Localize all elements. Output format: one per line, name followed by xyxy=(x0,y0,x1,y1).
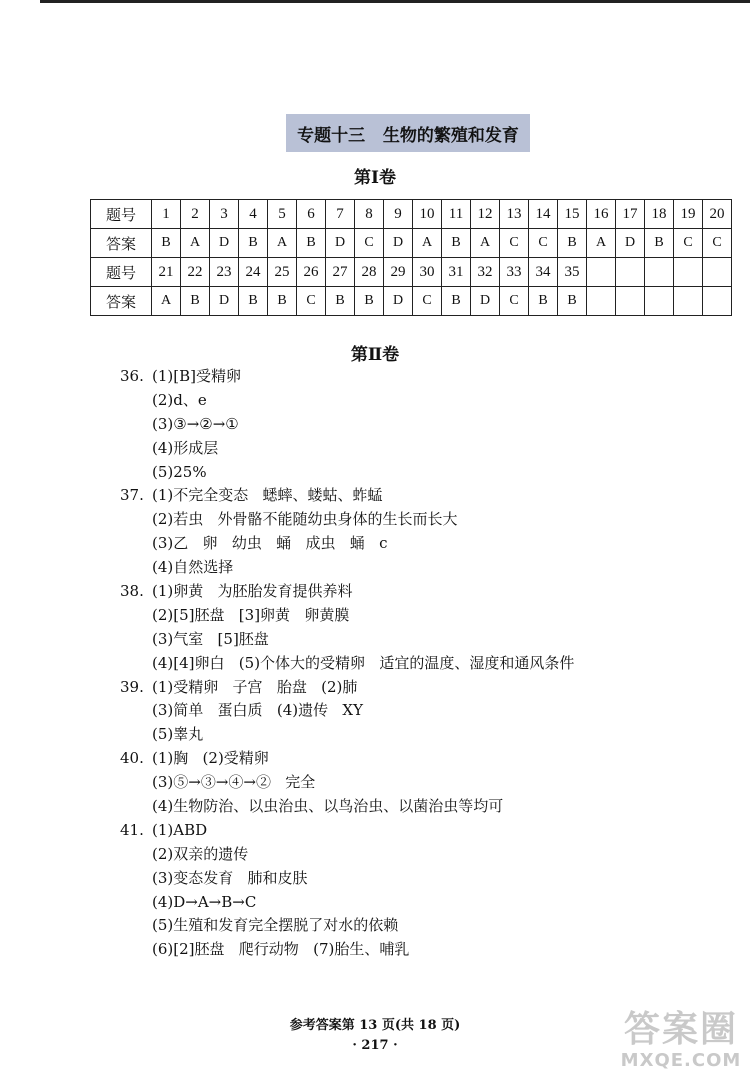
answer-text: (3)气室 [5]胚盘 xyxy=(152,629,269,648)
table-cell: 27 xyxy=(326,258,355,287)
page-footer-reference: 参考答案第 13 页(共 18 页) xyxy=(289,1018,461,1033)
answer-text: (3)③→②→① xyxy=(152,414,239,433)
answer-line xyxy=(120,437,574,461)
table-cell: 2 xyxy=(181,200,210,229)
answer-text: (2)[5]胚盘 [3]卵黄 卵黄膜 xyxy=(152,605,350,624)
answer-text: (1)卵黄 为胚胎发育提供养料 xyxy=(152,582,353,601)
table-cell: B xyxy=(239,287,268,316)
answer-line xyxy=(120,580,574,604)
top-border-line xyxy=(40,0,750,3)
answer-text: (5)25% xyxy=(152,462,207,481)
answer-line xyxy=(120,365,574,389)
table-cell: B xyxy=(645,229,674,258)
section-1-heading: 第Ⅰ卷 xyxy=(354,168,396,188)
table-row-label: 答案 xyxy=(91,229,152,258)
watermark-logo xyxy=(618,1010,744,1076)
table-cell: 18 xyxy=(645,200,674,229)
table-cell xyxy=(674,258,703,287)
answer-line xyxy=(120,771,574,795)
table-cell: A xyxy=(268,229,297,258)
table-answer-row xyxy=(91,287,732,316)
answer-line xyxy=(120,604,574,628)
answer-table xyxy=(90,199,732,316)
table-cell xyxy=(587,258,616,287)
table-cell: A xyxy=(587,229,616,258)
table-cell: D xyxy=(471,287,500,316)
answer-text: (4)形成层 xyxy=(152,438,219,457)
table-cell: 9 xyxy=(384,200,413,229)
table-cell: 29 xyxy=(384,258,413,287)
table-cell: A xyxy=(152,287,181,316)
table-cell: 14 xyxy=(529,200,558,229)
answer-text: (4)D→A→B→C xyxy=(152,892,257,911)
table-cell: 3 xyxy=(210,200,239,229)
table-cell: 19 xyxy=(674,200,703,229)
question-number: 40. xyxy=(120,749,144,768)
answer-text: (1)不完全变态 蟋蟀、蝼蛄、蚱蜢 xyxy=(152,486,383,505)
table-cell xyxy=(645,258,674,287)
answer-line xyxy=(120,484,574,508)
answer-line xyxy=(120,389,574,413)
answer-line xyxy=(120,652,574,676)
table-cell xyxy=(703,287,732,316)
table-cell: B xyxy=(442,229,471,258)
table-cell: 11 xyxy=(442,200,471,229)
table-cell xyxy=(645,287,674,316)
table-cell: A xyxy=(471,229,500,258)
section-2-heading: 第Ⅱ卷 xyxy=(350,345,400,365)
answer-text: (4)生物防治、以虫治虫、以鸟治虫、以菌治虫等均可 xyxy=(152,797,504,816)
table-cell: C xyxy=(500,287,529,316)
table-cell: 32 xyxy=(471,258,500,287)
answers-list xyxy=(120,365,574,962)
answer-text: (6)[2]胚盘 爬行动物 (7)胎生、哺乳 xyxy=(152,940,410,959)
table-cell: 31 xyxy=(442,258,471,287)
table-cell: 35 xyxy=(558,258,587,287)
answer-text: (1)胸 (2)受精卵 xyxy=(152,749,269,768)
question-number: 38. xyxy=(120,582,144,601)
answer-text: (1)ABD xyxy=(152,820,208,839)
answer-line xyxy=(120,867,574,891)
table-cell: 25 xyxy=(268,258,297,287)
table-cell: B xyxy=(355,287,384,316)
answer-line xyxy=(120,508,574,532)
table-cell: 8 xyxy=(355,200,384,229)
answer-text: (2)若虫 外骨骼不能随幼虫身体的生长而长大 xyxy=(152,510,458,529)
table-row-label: 答案 xyxy=(91,287,152,316)
table-cell: B xyxy=(268,287,297,316)
table-cell: C xyxy=(355,229,384,258)
table-cell: 5 xyxy=(268,200,297,229)
table-cell: B xyxy=(152,229,181,258)
table-row-label: 题号 xyxy=(91,258,152,287)
table-cell: B xyxy=(558,229,587,258)
answer-text: (3)乙 卵 幼虫 蛹 成虫 蛹 c xyxy=(152,534,388,553)
answer-line xyxy=(120,461,574,485)
table-cell: C xyxy=(703,229,732,258)
table-cell: 12 xyxy=(471,200,500,229)
answer-text: (3)简单 蛋白质 (4)遗传 XY xyxy=(152,701,363,720)
table-cell: D xyxy=(384,229,413,258)
answer-line xyxy=(120,938,574,962)
table-cell: 22 xyxy=(181,258,210,287)
table-cell: C xyxy=(529,229,558,258)
table-cell: 6 xyxy=(297,200,326,229)
table-cell: A xyxy=(181,229,210,258)
table-cell: B xyxy=(558,287,587,316)
table-cell: 20 xyxy=(703,200,732,229)
table-cell xyxy=(616,287,645,316)
table-cell xyxy=(616,258,645,287)
answer-text: (1)受精卵 子宫 胎盘 (2)肺 xyxy=(152,677,358,696)
table-cell: 30 xyxy=(413,258,442,287)
table-cell: B xyxy=(442,287,471,316)
answer-line xyxy=(120,819,574,843)
page-number: · 217 · xyxy=(352,1038,398,1053)
answer-text: (1)[B]受精卵 xyxy=(152,367,241,385)
topic-title: 专题十三 生物的繁殖和发育 xyxy=(286,114,530,152)
table-cell: 23 xyxy=(210,258,239,287)
answer-line xyxy=(120,723,574,747)
table-cell: D xyxy=(210,287,239,316)
answer-line xyxy=(120,795,574,819)
table-cell: 28 xyxy=(355,258,384,287)
table-cell: 24 xyxy=(239,258,268,287)
table-cell: C xyxy=(297,287,326,316)
question-number: 39. xyxy=(120,677,144,696)
answer-text: (3)变态发育 肺和皮肤 xyxy=(152,868,308,887)
answer-text: (3)⑤→③→④→② 完全 xyxy=(152,773,316,792)
answer-line xyxy=(120,914,574,938)
table-cell: B xyxy=(529,287,558,316)
answer-text: (4)[4]卵白 (5)个体大的受精卵 适宜的温度、湿度和通风条件 xyxy=(152,653,575,672)
table-cell: B xyxy=(326,287,355,316)
answer-line xyxy=(120,843,574,867)
table-cell xyxy=(587,287,616,316)
table-cell: D xyxy=(384,287,413,316)
table-cell: 16 xyxy=(587,200,616,229)
table-cell: C xyxy=(413,287,442,316)
table-cell: B xyxy=(239,229,268,258)
table-cell xyxy=(703,258,732,287)
answer-line xyxy=(120,628,574,652)
answer-line xyxy=(120,747,574,771)
watermark-url: MXQE.COM xyxy=(620,1050,742,1071)
table-cell: D xyxy=(326,229,355,258)
table-cell: 33 xyxy=(500,258,529,287)
answer-line xyxy=(120,676,574,700)
question-number: 41. xyxy=(120,820,144,839)
table-cell: D xyxy=(210,229,239,258)
watermark-text: 答案圈 xyxy=(623,1009,738,1050)
answer-line xyxy=(120,699,574,723)
table-cell: 10 xyxy=(413,200,442,229)
table-cell: 17 xyxy=(616,200,645,229)
question-number: 37. xyxy=(120,486,144,505)
table-cell: 34 xyxy=(529,258,558,287)
answer-text: (5)睾丸 xyxy=(152,725,204,744)
answer-text: (5)生殖和发育完全摆脱了对水的依赖 xyxy=(152,916,399,935)
answer-text: (4)自然选择 xyxy=(152,558,234,577)
answer-text: (2)d、e xyxy=(152,390,207,409)
answer-line xyxy=(120,532,574,556)
table-cell: 21 xyxy=(152,258,181,287)
table-row-label: 题号 xyxy=(91,200,152,229)
question-number: 36. xyxy=(120,367,144,385)
table-cell: D xyxy=(616,229,645,258)
answer-line xyxy=(120,556,574,580)
answer-text: (2)双亲的遗传 xyxy=(152,844,249,863)
table-cell: 13 xyxy=(500,200,529,229)
answer-line xyxy=(120,413,574,437)
table-number-row xyxy=(91,258,732,287)
table-cell: C xyxy=(674,229,703,258)
table-cell xyxy=(674,287,703,316)
answer-line xyxy=(120,891,574,915)
table-cell: 26 xyxy=(297,258,326,287)
table-cell: C xyxy=(500,229,529,258)
table-cell: 1 xyxy=(152,200,181,229)
table-answer-row xyxy=(91,229,732,258)
table-cell: 15 xyxy=(558,200,587,229)
table-cell: 7 xyxy=(326,200,355,229)
table-cell: 4 xyxy=(239,200,268,229)
table-cell: B xyxy=(297,229,326,258)
table-number-row xyxy=(91,200,732,229)
table-cell: B xyxy=(181,287,210,316)
table-cell: A xyxy=(413,229,442,258)
